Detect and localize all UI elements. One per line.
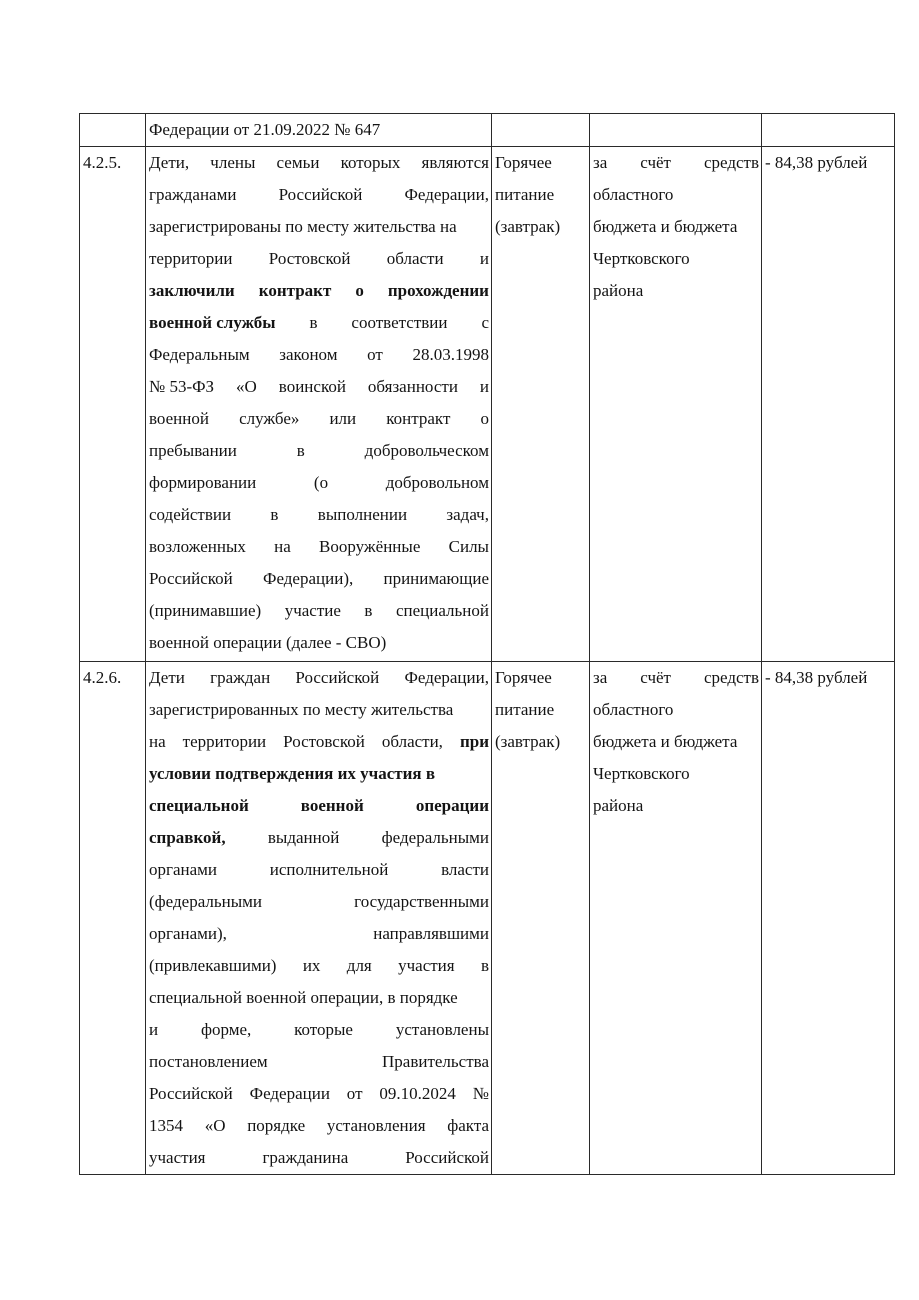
text-line	[149, 595, 489, 627]
text-word: Российской	[295, 668, 380, 687]
text-word: бюджета и бюджета	[593, 732, 738, 751]
text-word: (завтрак)	[495, 732, 561, 751]
text-line	[149, 147, 489, 179]
text-word: законом	[279, 345, 338, 364]
text-word: Российской	[149, 1084, 233, 1103]
text-word: соответствии	[351, 313, 448, 332]
benefits-table	[79, 113, 895, 1175]
text-word: территории	[182, 732, 267, 751]
text-word: воинской	[278, 377, 346, 396]
text-line	[495, 147, 587, 179]
text-word: возложенных	[149, 537, 246, 556]
row-price: - 84,38 рублей	[762, 662, 895, 1175]
text-line	[495, 694, 587, 726]
text-word: счёт	[640, 668, 671, 687]
text-word: средств	[703, 668, 759, 687]
text-word: участия	[398, 956, 455, 975]
text-word: федеральными	[381, 828, 489, 847]
row-funding-source	[590, 114, 762, 147]
row-description: Федерации от 21.09.2022 № 647	[146, 114, 492, 147]
text-word: области	[386, 249, 444, 268]
text-word: питание	[495, 185, 555, 204]
text-word: о	[480, 409, 489, 428]
row-price	[762, 114, 895, 147]
text-word: зарегистрированы по месту жительства на	[149, 217, 457, 236]
text-line	[593, 758, 759, 790]
text-word: областного	[593, 700, 674, 719]
text-line	[593, 147, 759, 179]
text-word: Горячее	[495, 153, 552, 172]
text-word: Дети,	[149, 153, 190, 172]
text-word: которых	[340, 153, 401, 172]
text-word: Дети	[149, 668, 185, 687]
text-word: в	[364, 601, 373, 620]
text-word: добровольном	[385, 473, 489, 492]
text-line	[495, 662, 587, 694]
text-line	[593, 179, 759, 211]
text-line	[149, 694, 489, 726]
text-line	[149, 1046, 489, 1078]
text-word: для	[346, 956, 372, 975]
text-word: или	[329, 409, 357, 428]
text-word: задач,	[446, 505, 489, 524]
text-word: Чертковского	[593, 249, 690, 268]
text-word: Горячее	[495, 668, 552, 687]
text-line	[149, 758, 489, 790]
text-word: выполнении	[317, 505, 408, 524]
text-word: специальной военной операции, в порядке	[149, 988, 458, 1007]
text-word: Федеральным	[149, 345, 250, 364]
text-word: установления	[326, 1116, 426, 1135]
text-word: областного	[593, 185, 674, 204]
text-word: Ростовской	[283, 732, 365, 751]
text-word: (завтрак)	[495, 217, 561, 236]
text-word: участие	[284, 601, 341, 620]
text-word: содействии	[149, 505, 232, 524]
text-word: от	[346, 1084, 363, 1103]
text-word: являются	[421, 153, 489, 172]
text-word: контракт	[258, 281, 332, 300]
text-line	[149, 726, 489, 758]
table-row	[80, 147, 895, 662]
text-word: Федерации,	[404, 668, 489, 687]
text-word: военной службы	[149, 313, 276, 332]
text-line	[149, 531, 489, 563]
text-word: заключили	[149, 281, 235, 300]
text-word: службе»	[239, 409, 300, 428]
text-word: члены	[210, 153, 256, 172]
text-word: с	[481, 313, 489, 332]
text-line	[495, 179, 587, 211]
text-line	[149, 307, 489, 339]
text-word: принимающие	[383, 569, 489, 588]
text-line	[149, 371, 489, 403]
text-word: военной	[300, 796, 364, 815]
text-line	[149, 243, 489, 275]
text-line	[149, 211, 489, 243]
text-word: в	[480, 956, 489, 975]
text-word: факта	[447, 1116, 489, 1135]
text-word: условии подтверждения их участия в	[149, 764, 436, 783]
text-word: при	[459, 732, 489, 751]
text-word: Правительства	[382, 1052, 489, 1071]
text-word: форме,	[200, 1020, 252, 1039]
text-line	[593, 790, 759, 822]
text-word: от	[367, 345, 383, 364]
text-line	[149, 1014, 489, 1046]
text-word: в	[309, 313, 318, 332]
text-word: прохождении	[387, 281, 489, 300]
text-word: которые	[294, 1020, 353, 1039]
text-word: государственными	[354, 892, 489, 911]
text-word: специальной	[149, 796, 249, 815]
text-word: власти	[441, 860, 489, 879]
text-word: района	[593, 281, 644, 300]
text-word: и	[479, 377, 489, 396]
text-word: (федеральными	[149, 892, 262, 911]
text-line	[149, 662, 489, 694]
text-word: военной операции (далее - СВО)	[149, 633, 387, 652]
text-line	[149, 467, 489, 499]
row-funding-source	[590, 662, 762, 1175]
row-description	[146, 147, 492, 662]
text-word: постановлением	[149, 1052, 268, 1071]
text-word: области,	[381, 732, 443, 751]
text-line	[593, 662, 759, 694]
row-number	[80, 114, 146, 147]
text-line	[149, 886, 489, 918]
text-word: (принимавшие)	[149, 601, 262, 620]
row-food-type	[492, 147, 590, 662]
text-word: Федерации,	[404, 185, 489, 204]
text-line	[149, 1142, 489, 1174]
text-word: и	[479, 249, 489, 268]
text-line	[149, 854, 489, 886]
text-line	[149, 339, 489, 371]
text-line	[149, 627, 489, 659]
text-word: Федерации),	[263, 569, 354, 588]
row-number: 4.2.5.	[80, 147, 146, 662]
text-word: в	[270, 505, 279, 524]
text-word: специальной	[395, 601, 489, 620]
text-word: исполнительной	[269, 860, 389, 879]
text-word: выданной	[267, 828, 340, 847]
row-funding-source	[590, 147, 762, 662]
text-word: добровольческом	[364, 441, 489, 460]
text-word: участия	[149, 1148, 206, 1167]
table-row	[80, 662, 895, 1175]
text-line	[149, 499, 489, 531]
text-word: и	[149, 1020, 159, 1039]
text-word: пребывании	[149, 441, 237, 460]
text-word: территории	[149, 249, 233, 268]
text-line	[593, 694, 759, 726]
text-word: органами),	[149, 924, 227, 943]
text-word: района	[593, 796, 644, 815]
text-word: обязанности	[367, 377, 458, 396]
row-price: - 84,38 рублей	[762, 147, 895, 662]
text-word: счёт	[640, 153, 671, 172]
text-line	[149, 950, 489, 982]
text-line	[149, 822, 489, 854]
text-word: Российской	[278, 185, 363, 204]
text-line	[593, 275, 759, 307]
text-word: 1354	[149, 1116, 183, 1135]
text-line	[593, 211, 759, 243]
text-word: органами	[149, 860, 218, 879]
row-description	[146, 662, 492, 1175]
text-word: гражданина	[262, 1148, 349, 1167]
text-word: зарегистрированных по месту жительства	[149, 700, 454, 719]
text-word: «О	[204, 1116, 226, 1135]
text-line	[495, 211, 587, 243]
text-word: Федерации	[249, 1084, 330, 1103]
text-word: № 53-ФЗ	[149, 377, 215, 396]
text-line	[149, 982, 489, 1014]
text-word: граждан	[210, 668, 271, 687]
text-word: направлявшими	[373, 924, 489, 943]
text-line	[593, 726, 759, 758]
text-line	[149, 790, 489, 822]
text-word: (привлекавшими)	[149, 956, 277, 975]
text-line	[149, 179, 489, 211]
text-word: за	[593, 668, 608, 687]
text-line	[149, 1078, 489, 1110]
text-word: 28.03.1998	[412, 345, 489, 364]
text-word: №	[472, 1084, 489, 1103]
text-word: порядке	[247, 1116, 306, 1135]
text-line	[593, 243, 759, 275]
text-word: формировании	[149, 473, 257, 492]
text-word: в	[296, 441, 305, 460]
row-food-type	[492, 662, 590, 1175]
text-word: (о	[313, 473, 329, 492]
text-line	[149, 563, 489, 595]
row-food-type	[492, 114, 590, 147]
text-line	[149, 275, 489, 307]
text-line	[149, 1110, 489, 1142]
text-word: их	[302, 956, 321, 975]
text-word: на	[274, 537, 291, 556]
text-word: военной	[149, 409, 209, 428]
text-line	[149, 435, 489, 467]
text-line	[149, 918, 489, 950]
text-word: семьи	[276, 153, 320, 172]
text-word: установлены	[395, 1020, 489, 1039]
text-word: 09.10.2024	[379, 1084, 456, 1103]
table-row	[80, 114, 895, 147]
text-word: о	[355, 281, 364, 300]
text-line	[149, 403, 489, 435]
text-word: питание	[495, 700, 555, 719]
text-word: гражданами	[149, 185, 237, 204]
text-word: Чертковского	[593, 764, 690, 783]
text-word: контракт	[386, 409, 451, 428]
row-number: 4.2.6.	[80, 662, 146, 1175]
text-word: за	[593, 153, 608, 172]
text-line	[495, 726, 587, 758]
text-word: операции	[415, 796, 489, 815]
text-word: бюджета и бюджета	[593, 217, 738, 236]
text-word: средств	[703, 153, 759, 172]
text-word: Ростовской	[268, 249, 351, 268]
text-word: на	[149, 732, 166, 751]
text-word: «О	[236, 377, 257, 396]
text-word: справкой,	[149, 828, 226, 847]
text-word: Российской	[149, 569, 233, 588]
text-word: Вооружённые	[319, 537, 421, 556]
text-word: Российской	[405, 1148, 489, 1167]
text-word: Силы	[448, 537, 489, 556]
